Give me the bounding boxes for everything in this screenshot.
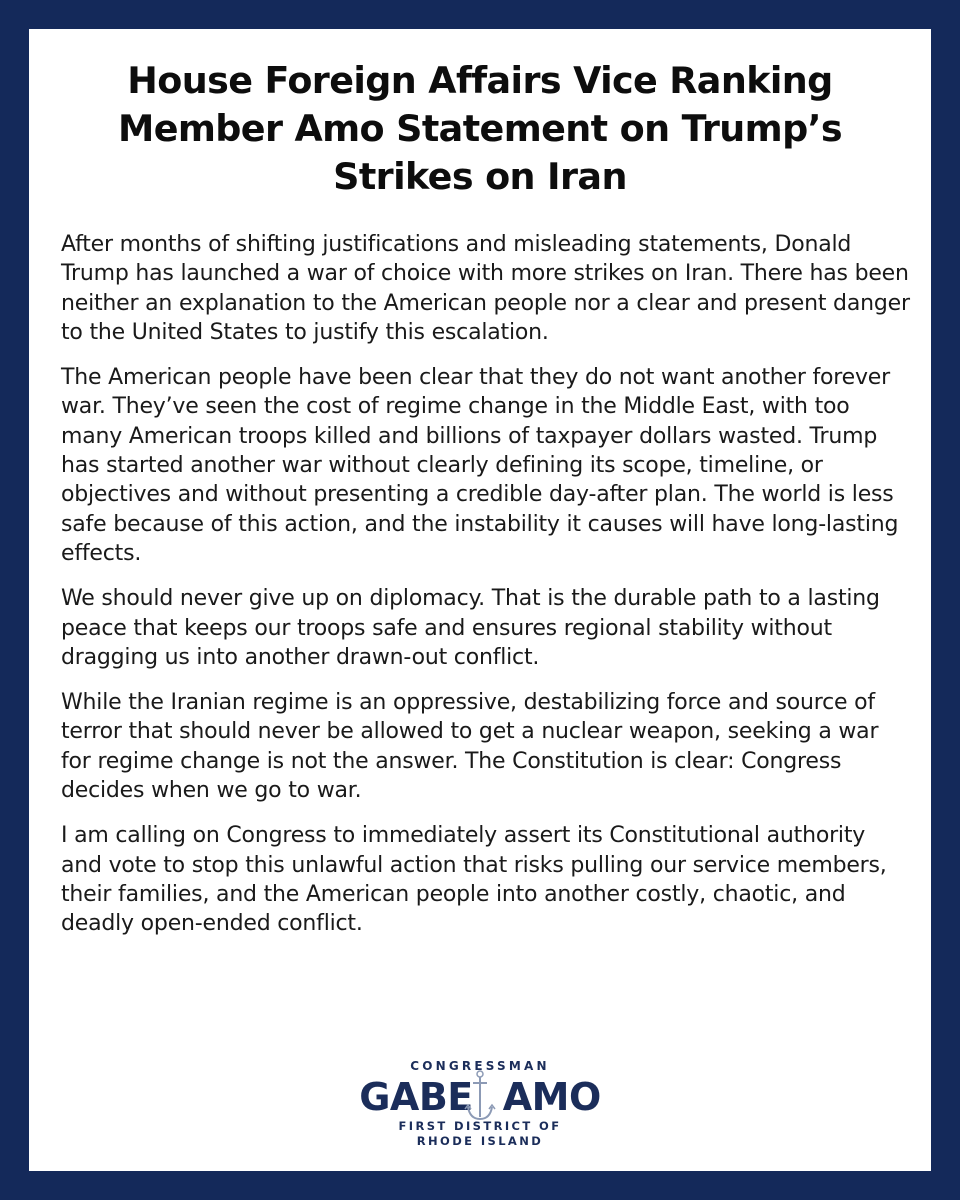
logo-district-line1: FIRST DISTRICT OF — [398, 1119, 562, 1133]
statement-title: House Foreign Affairs Vice Ranking Member Amo Statement on Trump’s Strikes on Iran — [117, 59, 843, 198]
paragraph-1: After months of shifting justifications and misleading statements, Donald Trump has launched a war of choice with more strikes on Iran. There has been neither an explanation to the American people nor a clear and present danger to the United States to justify this escalation. — [61, 232, 910, 345]
logo-name-row — [29, 1075, 931, 1119]
logo-last-name: AMO — [502, 1075, 601, 1119]
paragraph-2: The American people have been clear that they do not want another forever war. They’ve seen the cost of regime change in the Middle East, with too many American troops killed and billions of taxpayer dollars wasted. Trump has started another war without clearly defining its scope, timeline, or objectives and without presenting a credible day-after plan. The world is less safe because of this action, and the instability it causes will have long-lasting effects. — [61, 365, 899, 566]
congressman-logo — [29, 1059, 931, 1149]
logo-congressman-label: CONGRESSMAN — [410, 1059, 550, 1073]
paragraph-3: We should never give up on diplomacy. That is the durable path to a lasting peace that keeps our troops safe and ensures regional stability without dragging us into another drawn-out conflict. — [61, 586, 880, 670]
anchor-icon — [462, 1069, 498, 1125]
logo-district-line2: RHODE ISLAND — [416, 1134, 544, 1148]
statement-card — [29, 29, 931, 1171]
paragraph-5: I am calling on Congress to immediately assert its Constitutional authority and vote to stop this unlawful action that risks pulling our service members, their families, and the American people into another costly, chaotic, and deadly open-ended conflict. — [61, 823, 887, 937]
logo-first-name: GABE — [359, 1075, 473, 1119]
statement-body — [61, 230, 911, 955]
paragraph-4: While the Iranian regime is an oppressive, destabilizing force and source of terror that should never be allowed to get a nuclear weapon, seeking a war for regime change is not the answer. The Constitution is clear: Congress decides when we go to war. — [61, 690, 879, 804]
